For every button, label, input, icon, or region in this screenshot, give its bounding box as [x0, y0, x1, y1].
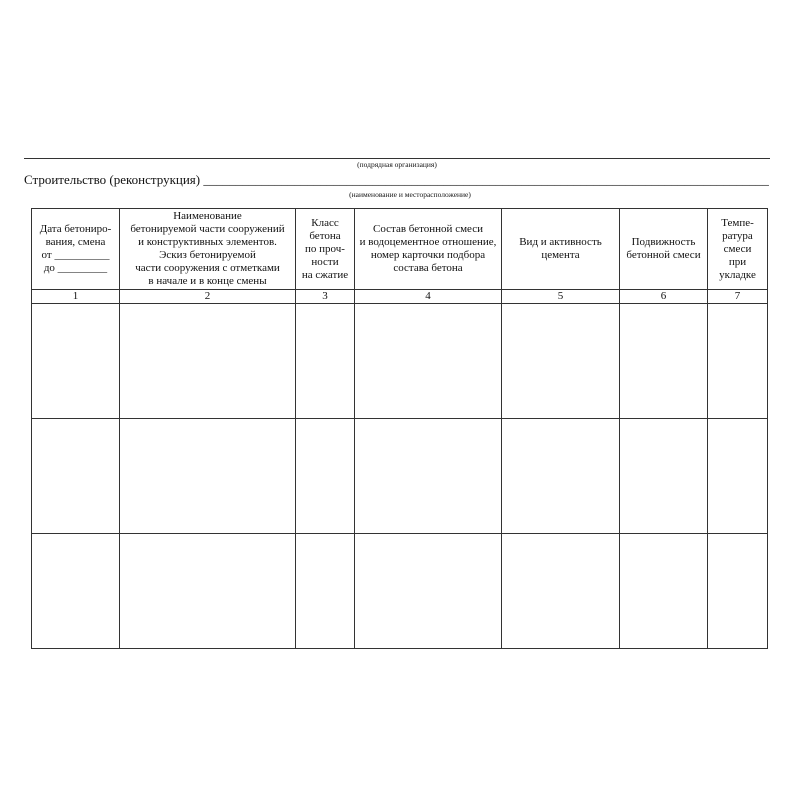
table-cell[interactable]: [502, 534, 620, 649]
header-structure-part: Наименование бетонируемой части сооружений и конструктивных элементов. Эскиз бетонируемой части сооружения с отметками в начале и в конце смены: [120, 209, 296, 290]
table-cell[interactable]: [296, 419, 355, 534]
construction-caption: (наименование и месторасположение): [349, 190, 471, 199]
table-cell[interactable]: [296, 534, 355, 649]
table-cell[interactable]: [620, 419, 708, 534]
column-number: 6: [620, 290, 708, 304]
column-number: 1: [32, 290, 120, 304]
header-date-shift: Дата бетониро- вания, смена от __________ до _________: [32, 209, 120, 290]
table-cell[interactable]: [620, 534, 708, 649]
header-mix-mobility: Подвижность бетонной смеси: [620, 209, 708, 290]
table-cell[interactable]: [120, 534, 296, 649]
header-mix-composition: Состав бетонной смеси и водоцементное отношение, номер карточки подбора состава бетона: [355, 209, 502, 290]
table-cell[interactable]: [296, 304, 355, 419]
header-concrete-class: Класс бетона по проч- ности на сжатие: [296, 209, 355, 290]
table-cell[interactable]: [120, 419, 296, 534]
column-number: 7: [708, 290, 768, 304]
table-row: [32, 419, 768, 534]
table-row: [32, 304, 768, 419]
table-cell[interactable]: [502, 419, 620, 534]
table-cell[interactable]: [32, 419, 120, 534]
table-cell[interactable]: [708, 304, 768, 419]
column-number: 5: [502, 290, 620, 304]
table-cell[interactable]: [502, 304, 620, 419]
contractor-caption: (подрядная организация): [357, 160, 437, 169]
table-row: [32, 534, 768, 649]
construction-field[interactable]: Строительство (реконструкция) _______________________________________________________________________________________: [24, 172, 769, 187]
column-number-row: [32, 290, 768, 304]
table-cell[interactable]: [32, 304, 120, 419]
contractor-line: [24, 158, 770, 159]
table-header-row: [32, 209, 768, 290]
table-cell[interactable]: [708, 534, 768, 649]
column-number: 4: [355, 290, 502, 304]
header-cement-type: Вид и активность цемента: [502, 209, 620, 290]
table-cell[interactable]: [355, 419, 502, 534]
table-cell[interactable]: [355, 304, 502, 419]
column-number: 2: [120, 290, 296, 304]
concrete-works-table: [31, 208, 768, 649]
table-cell[interactable]: [120, 304, 296, 419]
column-number: 3: [296, 290, 355, 304]
table-cell[interactable]: [32, 534, 120, 649]
table-cell[interactable]: [708, 419, 768, 534]
table-cell[interactable]: [355, 534, 502, 649]
table-cell[interactable]: [620, 304, 708, 419]
header-mix-temperature: Темпе- ратура смеси при укладке: [708, 209, 768, 290]
